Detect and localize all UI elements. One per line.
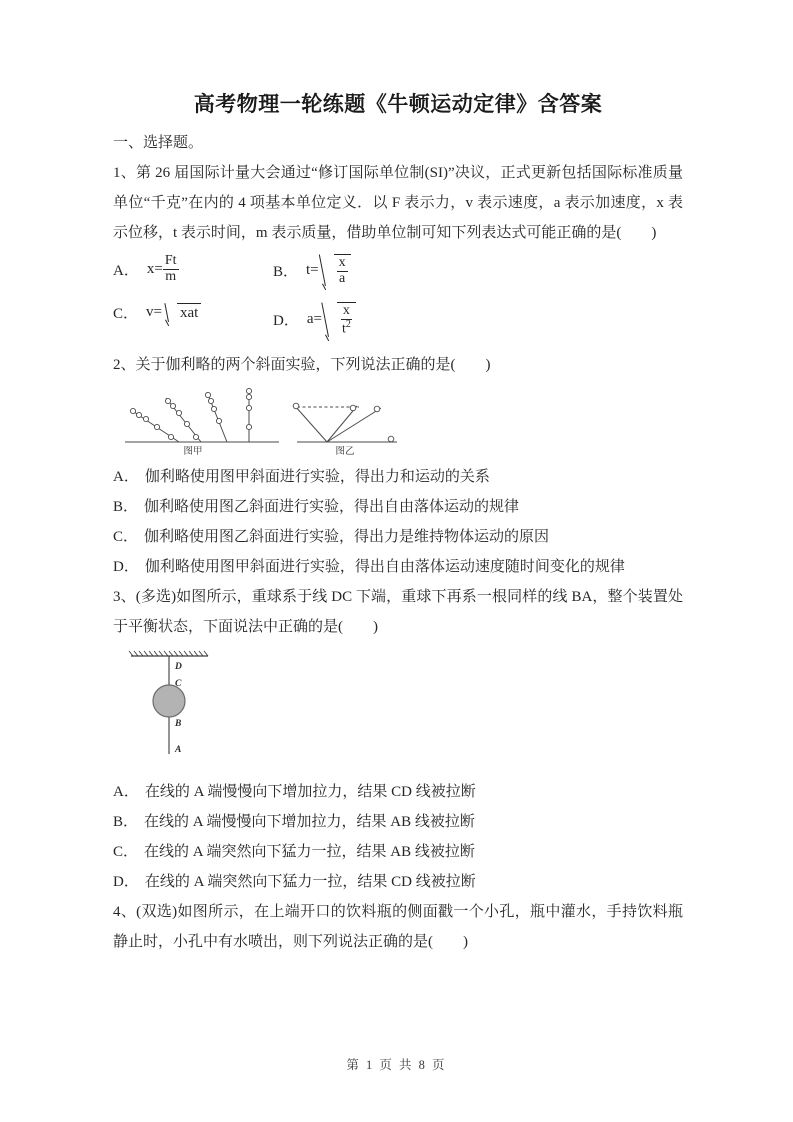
question-1-stem: 1、第 26 届国际计量大会通过“修订国际单位制(SI)”决议，正式更新包括国际标准质量单位“千克”在内的 4 项基本单位定义．以 F 表示力，v 表示速度，a 表示加速度，x 表示位移，t 表示时间，m 表示质量，借助单位制可知下列表达式可能正确的是( ) (113, 165, 683, 241)
question-2-option-c (113, 522, 683, 552)
ball-and-strings-diagram (113, 646, 303, 771)
option-c-text: 伽利略使用图乙斜面进行实验，得出力是维持物体运动的原因 (144, 529, 550, 545)
question-2-stem: 2、关于伽利略的两个斜面实验，下列说法正确的是( ) (113, 357, 491, 373)
question-2-option-d (113, 552, 683, 582)
formula-b-radicand (334, 254, 351, 286)
formula-a-denominator: m (165, 268, 177, 284)
question-4-stem: 4、(双选)如图所示，在上端开口的饮料瓶的侧面戳一个小孔，瓶中灌水，手持饮料瓶静止时，小孔中有水喷出，则下列说法正确的是( ) (113, 904, 683, 950)
question-3-option-c (113, 837, 683, 867)
page-footer: 第 1 页 共 8 页 (346, 1058, 447, 1072)
label-a: A (175, 745, 182, 755)
formula-c-sqrt (162, 303, 201, 322)
label-d: D (175, 662, 182, 672)
formula-option-d (273, 302, 356, 337)
option-a-text: 伽利略使用图甲斜面进行实验，得出力和运动的关系 (144, 469, 490, 485)
option-c-text: 在线的 A 端突然向下猛力一拉，结果 AB 线被拉断 (144, 844, 475, 860)
question-3-stem: 3、(多选)如图所示，重球系于线 DC 下端，重球下再系一根同样的线 BA，整个装置处于平衡状态，下面说法中正确的是( ) (113, 589, 683, 635)
galileo-inclines-diagram (119, 384, 409, 456)
formula-option-a (113, 254, 273, 284)
formula-d-lhs: a= (306, 311, 322, 328)
option-d-text: 伽利略使用图甲斜面进行实验，得出自由落体运动速度随时间变化的规律 (144, 559, 625, 575)
formula-d-den-base: t (341, 321, 346, 337)
formula-c-label: C． (113, 306, 139, 322)
question-3-option-d (113, 867, 683, 897)
heavy-ball (153, 685, 185, 717)
formula-a-numerator: Ft (164, 253, 177, 268)
formula-d-radicand (337, 302, 356, 337)
formula-d-sqrt (322, 302, 356, 337)
formula-d-den-exponent: 2 (345, 318, 351, 330)
option-a-label: A． (113, 784, 139, 800)
option-a-label: A． (113, 469, 139, 485)
figure-caption-yi: 图乙 (335, 447, 355, 456)
option-d-text: 在线的 A 端突然向下猛力一拉，结果 CD 线被拉断 (144, 874, 476, 890)
question-3-option-a (113, 777, 683, 807)
formula-d-fraction (340, 304, 353, 337)
label-b: B (175, 719, 182, 729)
option-d-label: D． (113, 559, 139, 575)
formula-b-sqrt (319, 254, 351, 286)
ceiling-hatching (129, 651, 208, 656)
option-b-text: 在线的 A 端慢慢向下增加拉力，结果 AB 线被拉断 (144, 814, 475, 830)
formula-d-numerator: x (342, 303, 350, 318)
option-a-text: 在线的 A 端慢慢向下增加拉力，结果 CD 线被拉断 (144, 784, 476, 800)
figure-caption-jia: 图甲 (183, 447, 203, 456)
label-c: C (175, 679, 182, 689)
document-content (113, 60, 683, 957)
formula-a-label: A． (113, 262, 139, 279)
question-3-option-b (113, 807, 683, 837)
radical-icon (164, 303, 177, 322)
formula-b-numerator: x (338, 255, 346, 270)
option-b-text: 伽利略使用图乙斜面进行实验，得出自由落体运动的规律 (144, 499, 520, 515)
formula-b-fraction (337, 256, 348, 286)
formula-c-radicand: xat (177, 303, 201, 322)
page-title: 高考物理一轮练题《牛顿运动定律》含答案 (193, 92, 603, 116)
formula-a-lhs: x= (146, 260, 163, 277)
question-2-option-b (113, 492, 683, 522)
option-b-label: B． (113, 814, 139, 830)
option-b-label: B． (113, 499, 139, 515)
option-c-label: C． (113, 529, 139, 545)
option-d-label: D． (113, 874, 139, 890)
question-2-figure (113, 384, 683, 456)
option-c-label: C． (113, 844, 139, 860)
formula-d-denominator (340, 320, 353, 337)
formula-b-denominator: a (339, 270, 346, 286)
formula-b-lhs: t= (306, 261, 319, 278)
radical-icon (321, 254, 334, 286)
question-2-option-a (113, 462, 683, 492)
formula-option-c (113, 302, 273, 323)
question-1-formulas (113, 254, 683, 342)
question-3-figure (113, 646, 683, 771)
formula-c-lhs: v= (146, 304, 162, 320)
formula-option-b (273, 254, 351, 286)
formula-a-fraction (163, 254, 179, 284)
radical-icon (324, 302, 337, 337)
formula-d-label: D． (273, 313, 299, 330)
formula-b-label: B． (273, 263, 299, 280)
section-heading: 一、选择题。 (113, 135, 204, 151)
